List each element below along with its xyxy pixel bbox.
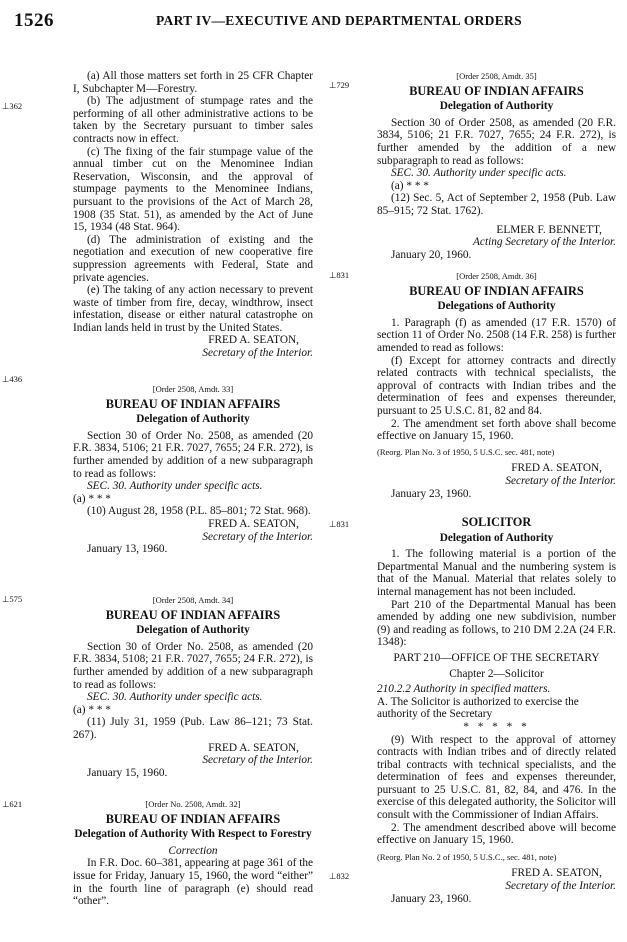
page-number: 1526 [14, 10, 54, 31]
stars: (a) * * * [73, 492, 111, 505]
margin-ref: ⊥831 [329, 519, 350, 529]
reorg-note: (Reorg. Plan No. 3 of 1950, 5 U.S.C. sec. 481, note) [377, 446, 555, 457]
reorg-note: (Reorg. Plan No. 2 of 1950, 5 U.S.C., sec. 481, note) [377, 851, 557, 862]
part-heading: PART 210—OFFICE OF THE SECRETARY [393, 651, 600, 664]
running-title: PART IV—EXECUTIVE AND DEPARTMENTAL ORDERS [156, 13, 522, 28]
margin-ref: ⊥621 [2, 799, 23, 809]
date: January 13, 1960. [87, 543, 168, 556]
section-label: 210.2.2 Authority in specified matters. [377, 683, 551, 696]
signature-title: Secretary of the Interior. [202, 347, 313, 360]
paragraph: 1. Paragraph (f) as amended (17 F.R. 1570) of section 11 of Order No. 2508 (14 F.R. 258) is further amended to read as follows: [377, 316, 616, 354]
para-d: (d) The administration of existing and the negotiation and execution of new cooperative fire suppression agreements with Federal, State and private agencies. [73, 233, 313, 284]
signature-name: FRED A. SEATON, [208, 741, 299, 754]
correction-label: Correction [168, 844, 218, 857]
stars: * * * * * [463, 720, 530, 733]
para-b: (b) The adjustment of stumpage rates and the performing of all other administrative actions to be taken by the Secretary pursuant to timber sales contracts now in effect. [73, 95, 313, 145]
section-subheading: Delegation of Authority With Respect to Forestry [74, 828, 312, 841]
stars: (a) * * * [73, 703, 111, 716]
margin-ref: ⊥575 [2, 594, 23, 604]
para-c: (c) The fixing of the fair stumpage value of the annual timber cut on the Menominee Indian Reservation, Wisconsin, and the approval of stumpage payments to the Menominee Indians, pursuant to the provisions of the Act of March 28, 1908 (35 Stat. 51), as amended by the Act of June 15, 1934 (48 Stat. 964). [73, 145, 313, 234]
section-subheading: Delegation of Authority [439, 100, 554, 113]
section-label: SEC. 30. Authority under specific acts. [87, 480, 263, 493]
section-subheading: Delegation of Authority [136, 624, 250, 637]
section-subheading: Delegation of Authority [439, 531, 554, 544]
signature-name: FRED A. SEATON, [511, 462, 602, 475]
order-ref: [Order 2508, Amdt. 33] [152, 384, 234, 394]
order-section [377, 70, 616, 261]
paragraph: Section 30 of Order 2508, as amended (20 F.R. 3834, 5106; 21 F.R. 7027, 7655; 24 F.R. 272), is further amended by the addition of a new subparagraph to read as follows: [377, 116, 616, 167]
signature-name: FRED A. SEATON, [208, 334, 299, 347]
order-section [73, 383, 313, 556]
order-ref: [Order 2508, Amdt. 35] [456, 71, 537, 81]
date: January 23, 1960. [391, 892, 472, 905]
signature-name: FRED A. SEATON, [208, 517, 299, 530]
paragraph: Part 210 of the Departmental Manual has been amended by adding one new subdivision, number (9) and reading as follows, to 210 DM 2.2A (24 F.R. 1348): [377, 598, 616, 649]
paragraph: Section 30 of Order No. 2508, as amended (20 F.R. 3834, 5106; 21 F.R. 7027, 7655; 24 F.R. 272), is further amended by addition of a new subparagraph to read as follows: [73, 429, 313, 480]
signature-name: ELMER F. BENNETT, [496, 223, 602, 236]
section-heading: BUREAU OF INDIAN AFFAIRS [105, 396, 281, 411]
margin-ref: ⊥832 [329, 871, 350, 881]
page-header [14, 10, 614, 32]
paragraph: 2. The amendment described above will become effective on January 15, 1960. [377, 821, 616, 847]
paragraph: Section 30 of Order No. 2508, as amended (20 F.R. 3834, 5108; 21 F.R. 7027, 7655; 24 F.R. 272), is further amended by addition of a new subparagraph to read as follows: [73, 640, 313, 691]
section-heading: BUREAU OF INDIAN AFFAIRS [105, 607, 281, 622]
order-section [73, 594, 313, 779]
section-heading: BUREAU OF INDIAN AFFAIRS [105, 811, 281, 826]
margin-ref: ⊥729 [329, 80, 350, 90]
paragraph: In F.R. Doc. 60–381, appearing at page 361 of the issue for Friday, January 15, 1960, the word “either” in the fourth line of paragraph (e) should read “other”. [73, 857, 313, 908]
signature-name: FRED A. SEATON, [511, 867, 602, 880]
paragraph: (9) With respect to the approval of attorney contracts with Indian tribes and of directly related tribal contracts with technical specialists, and the determination of fees and expenses thereunder, pursuant to 25 U.S.C. 81, 82, 84, and 476. In the exercise of this delegated authority, the Solicitor will consult with the Commissioner of Indian Affairs. [377, 733, 616, 822]
order-ref: [Order No. 2508, Amdt. 32] [145, 799, 241, 809]
section-label: SEC. 30. Authority under specific acts. [87, 691, 263, 704]
signature-title: Secretary of the Interior. [202, 530, 313, 543]
paragraph: (11) July 31, 1959 (Pub. Law 86–121; 73 Stat. 267). [73, 716, 313, 741]
section-heading: BUREAU OF INDIAN AFFAIRS [409, 283, 584, 298]
section-heading: SOLICITOR [461, 515, 532, 529]
paragraph: 2. The amendment set forth above shall become effective on January 15, 1960. [377, 417, 616, 443]
section-label: SEC. 30. Authority under specific acts. [391, 167, 567, 180]
date: January 20, 1960. [391, 248, 472, 261]
date: January 23, 1960. [391, 487, 472, 500]
section-subheading: Delegations of Authority [437, 300, 556, 313]
order-ref: [Order 2508, Amdt. 34] [152, 595, 234, 605]
paragraph: A. The Solicitor is authorized to exercise the authority of the Secretary [377, 695, 579, 721]
para-a: (a) All those matters set forth in 25 CFR Chapter I, Subchapter M—Forestry. [73, 70, 313, 95]
paragraph: (10) August 28, 1958 (P.L. 85–801; 72 Stat. 968). [87, 505, 311, 518]
section-heading: BUREAU OF INDIAN AFFAIRS [409, 83, 584, 98]
paragraph: (f) Except for attorney contracts and directly related contracts with technical specialists, the approval of contracts with Indian tribes and the determination of fees and expenses thereunder, pursuant to 25 U.S.C. 81, 82 and 84. [377, 354, 616, 417]
para-e: (e) The taking of any action necessary to prevent waste of timber from fire, decay, windthrow, insect infestation, disease or either natural catastrophe on Indian lands held in trust by the United States. [73, 284, 313, 334]
signature-title: Secretary of the Interior. [505, 880, 616, 893]
paragraph: 1. The following material is a portion of the Departmental Manual and the numbering system is that of the Manual. Material that relates solely to internal management has not been included. [377, 548, 616, 598]
margin-ref: ⊥362 [2, 101, 23, 111]
signature-title: Acting Secretary of the Interior. [473, 236, 616, 249]
margin-ref: ⊥436 [2, 374, 23, 384]
order-section [377, 270, 616, 500]
paragraph: (12) Sec. 5, Act of September 2, 1958 (Pub. Law 85–915; 72 Stat. 1762). [377, 192, 616, 217]
stars: (a) * * * [391, 179, 429, 192]
margin-ref: ⊥831 [329, 270, 350, 280]
order-ref: [Order 2508, Amdt. 36] [456, 271, 537, 281]
date: January 15, 1960. [87, 766, 168, 779]
signature-title: Secretary of the Interior. [202, 754, 313, 767]
solicitor-section [377, 514, 616, 905]
section-subheading: Delegation of Authority [136, 413, 250, 426]
order-section [73, 798, 313, 908]
chapter-heading: Chapter 2—Solicitor [449, 667, 544, 680]
signature-title: Secretary of the Interior. [505, 474, 616, 487]
